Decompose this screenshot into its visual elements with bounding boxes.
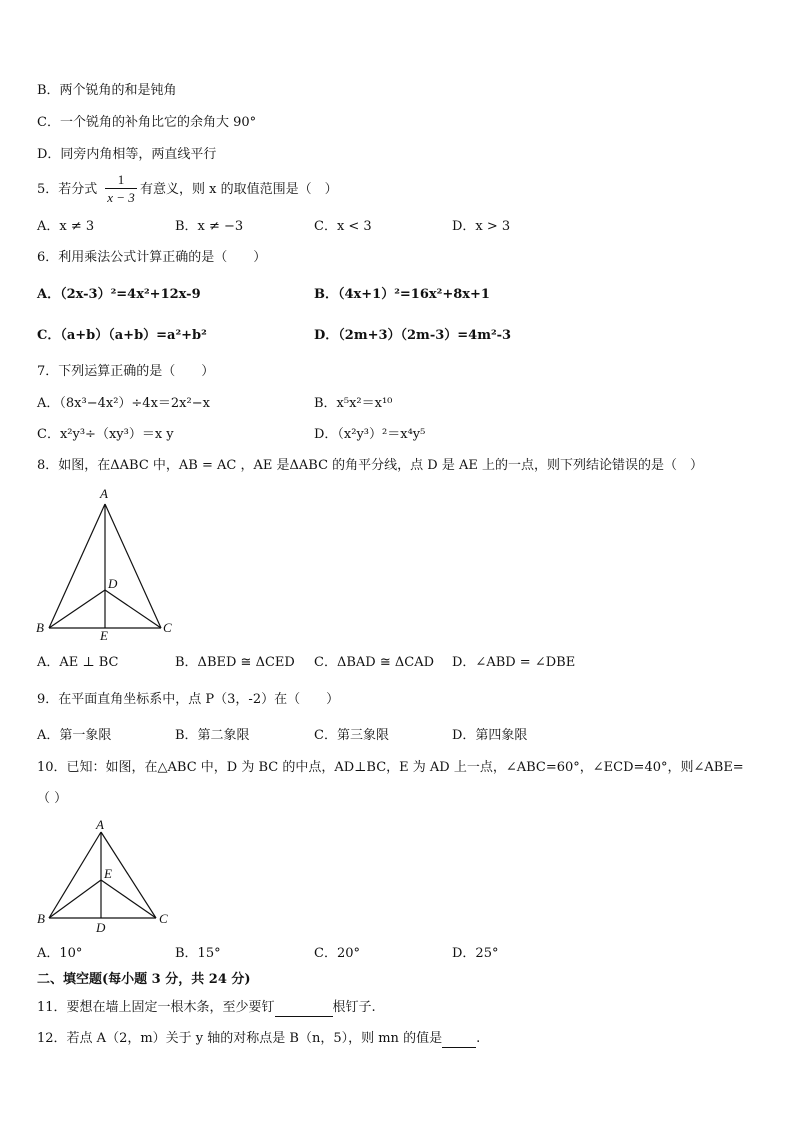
q10-label-b: B: [37, 911, 45, 926]
q8-label-a: A: [100, 486, 108, 501]
q9-option-a: A．第一象限: [37, 728, 112, 743]
q7-option-c: C．x²y³÷（xy³）＝x y: [37, 427, 174, 442]
q7-stem: 7．下列运算正确的是（ ）: [37, 364, 215, 379]
q8-label-c: C: [163, 620, 172, 635]
q7-option-a: A．（8x³−4x²）÷4x＝2x²−x: [37, 396, 210, 411]
q9-option-b: B．第二象限: [175, 728, 250, 743]
q5-option-b: B．x ≠ −3: [175, 219, 244, 234]
q9-stem: 9．在平面直角坐标系中，点 P（3，-2）在（ ）: [37, 692, 340, 707]
q6-option-d: D．（2m+3）（2m-3）=4m²-3: [314, 328, 512, 343]
option-c-line: C．一个锐角的补角比它的余角大 90°: [37, 115, 257, 130]
q8-option-b: B．ΔBED ≅ ΔCED: [175, 655, 295, 670]
q9-option-d: D．第四象限: [452, 728, 528, 743]
q10-triangle-figure: [34, 818, 174, 936]
q8-option-a: A．AE ⊥ BC: [37, 655, 119, 670]
q7-option-d: D．（x²y³）²＝x⁴y⁵: [314, 427, 426, 442]
section-heading-fill-in: 二、填空题(每小题 3 分，共 24 分): [37, 972, 251, 987]
q5-fraction: [105, 172, 137, 205]
q8-option-d: D．∠ABD = ∠DBE: [452, 655, 576, 670]
q10-label-c: C: [159, 911, 168, 926]
q10-stem-paren: （ ）: [37, 791, 68, 806]
q6-option-a: A．（2x-3）²=4x²+12x-9: [37, 287, 201, 302]
q8-label-b: B: [36, 620, 44, 635]
q10-option-a: A．10°: [37, 946, 83, 961]
q6-option-c: C．（a+b）（a+b）=a²+b²: [37, 328, 207, 343]
q5-option-d: D．x > 3: [452, 219, 511, 234]
q6-stem: 6．利用乘法公式计算正确的是（ ）: [37, 250, 267, 265]
q5-suffix: 有意义，则 x 的取值范围是（ ）: [140, 182, 338, 197]
q8-triangle-figure: [30, 482, 190, 642]
q5-numerator: 1: [117, 172, 125, 187]
q5-prefix: 5．若分式: [37, 182, 98, 197]
q10-label-d: D: [96, 920, 106, 935]
q11-answer-blank[interactable]: [275, 1002, 333, 1017]
q12-before: 12．若点 A（2，m）关于 y 轴的对称点是 B（n，5），则 mn 的值是: [37, 1031, 443, 1046]
q10-stem: 10．已知：如图，在△ABC 中，D 为 BC 的中点，AD⊥BC，E 为 AD 上一点，∠ABC=60°，∠ECD=40°，则∠ABE=: [37, 760, 744, 775]
option-d-line: D．同旁内角相等，两直线平行: [37, 147, 217, 162]
q11-after: 根钉子.: [332, 1000, 376, 1015]
q8-label-d: D: [108, 576, 118, 591]
q5-option-c: C．x < 3: [314, 219, 372, 234]
q10-label-e: E: [104, 866, 112, 881]
q8-stem: 8．如图，在ΔABC 中，AB = AC ，AE 是ΔABC 的角平分线，点 D 是 AE 上的一点，则下列结论错误的是（ ）: [37, 458, 703, 473]
q10-label-a: A: [96, 818, 104, 832]
q10-option-b: B．15°: [175, 946, 221, 961]
q9-option-c: C．第三象限: [314, 728, 389, 743]
q10-option-d: D．25°: [452, 946, 499, 961]
q8-label-e: E: [100, 628, 108, 642]
option-b-line: B．两个锐角的和是钝角: [37, 83, 177, 98]
q7-option-b: B．x⁵x²＝x¹⁰: [314, 396, 393, 411]
q12-answer-blank[interactable]: [442, 1033, 476, 1048]
q11-line: [37, 999, 376, 1017]
q10-option-c: C．20°: [314, 946, 360, 961]
q5-denominator: x − 3: [107, 190, 135, 205]
q12-line: [37, 1030, 480, 1048]
q8-option-c: C．ΔBAD ≅ ΔCAD: [314, 655, 435, 670]
q12-after: .: [476, 1031, 481, 1046]
q6-option-b: B．（4x+1）²=16x²+8x+1: [314, 287, 490, 302]
q11-before: 11．要想在墙上固定一根木条，至少要钉: [37, 1000, 275, 1015]
q5-option-a: A．x ≠ 3: [37, 219, 95, 234]
